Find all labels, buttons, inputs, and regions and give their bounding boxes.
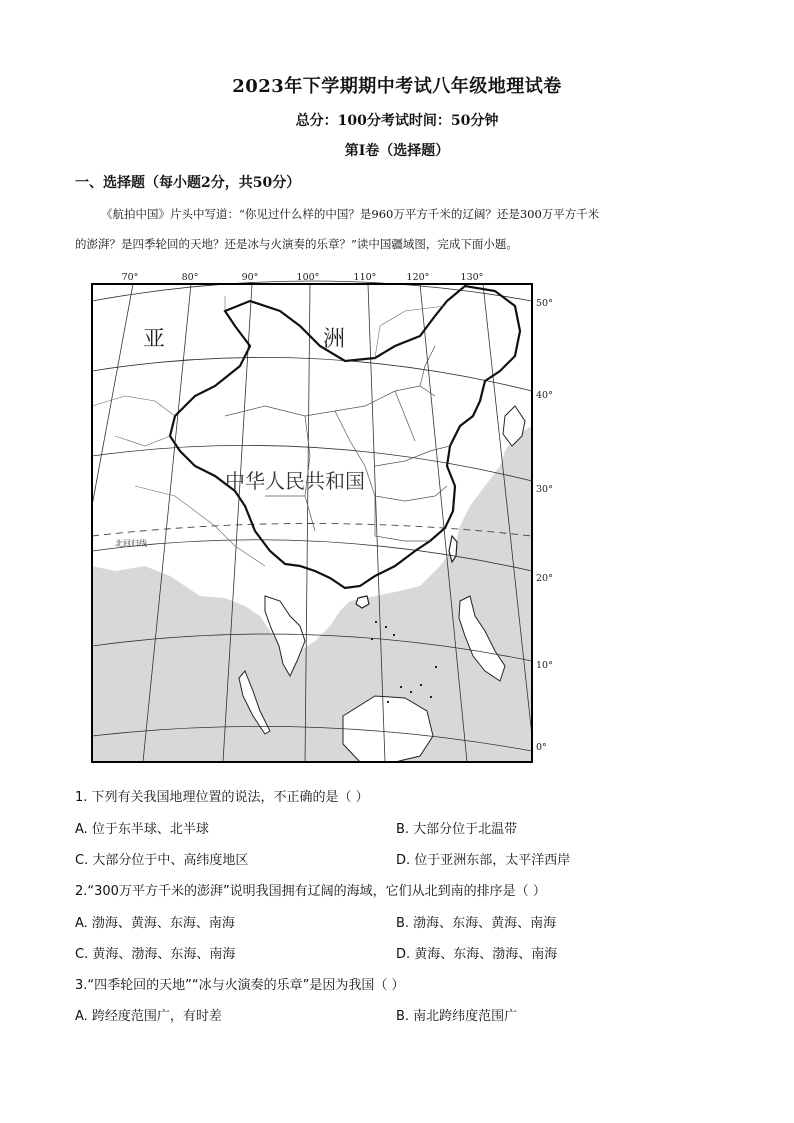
question-1-option-c[interactable]: C. 大部分位于中、高纬度地区 (75, 853, 249, 868)
question-2-option-a[interactable]: A. 渤海、黄海、东海、南海 (75, 916, 235, 931)
intro-line-2: 的澎湃？是四季轮回的天地？还是冰与火演奏的乐章？”读中国疆域图，完成下面小题。 (75, 237, 518, 251)
lon-label: 120° (406, 272, 430, 283)
lon-label: 80° (181, 272, 199, 283)
lat-label: 50° (536, 298, 553, 309)
tropic-label: 北回归线 (115, 539, 147, 548)
question-2-stem: 2.“300万平方千米的澎湃”说明我国拥有辽阔的海域，它们从北到南的排序是（ ） (75, 884, 546, 899)
lat-label: 20° (536, 573, 553, 584)
question-3-option-b[interactable]: B. 南北跨纬度范围广 (396, 1009, 518, 1024)
lat-label: 40° (536, 390, 553, 401)
china-label: 中华人民共和国 (225, 469, 365, 493)
lat-label: 30° (536, 484, 553, 495)
longitude-labels (122, 272, 484, 283)
question-3-stem: 3.“四季轮回的天地”“冰与火演奏的乐章”是因为我国（ ） (75, 978, 405, 993)
question-2-option-d[interactable]: D. 黄海、东海、渤海、南海 (396, 947, 558, 962)
lat-label: 10° (536, 660, 553, 671)
question-3-option-a[interactable]: A. 跨经度范围广，有时差 (75, 1009, 222, 1024)
exam-title: 2023年下学期期中考试八年级地理试卷 (232, 76, 562, 97)
lon-label: 130° (460, 272, 484, 283)
question-2-option-c[interactable]: C. 黄海、渤海、东海、南海 (75, 947, 236, 962)
question-2-option-b[interactable]: B. 渤海、东海、黄海、南海 (396, 916, 557, 931)
china-territory-map (75, 266, 575, 766)
lat-label: 0° (536, 742, 547, 753)
question-1-option-b[interactable]: B. 大部分位于北温带 (396, 822, 518, 837)
question-1-option-d[interactable]: D. 位于亚洲东部，太平洋西岸 (396, 853, 571, 868)
question-1-stem: 1. 下列有关我国地理位置的说法，不正确的是（ ） (75, 790, 369, 805)
lon-label: 100° (296, 272, 320, 283)
intro-line-1: 《航拍中国》片头中写道：“你见过什么样的中国？是960万平方千米的辽阔？还是300万平方千米 (101, 207, 600, 221)
question-1-option-a[interactable]: A. 位于东半球、北半球 (75, 822, 209, 837)
latitude-labels (536, 298, 553, 753)
part-title: 第Ⅰ卷（选择题） (344, 143, 450, 159)
asia-label-2: 洲 (323, 327, 346, 352)
section-heading: 一、选择题（每小题2分，共50分） (75, 175, 301, 191)
asia-label-1: 亚 (143, 327, 166, 352)
lon-label: 90° (241, 272, 259, 283)
lon-label: 70° (121, 272, 139, 283)
lon-label: 110° (353, 272, 377, 283)
exam-meta: 总分：100分考试时间：50分钟 (295, 113, 499, 129)
